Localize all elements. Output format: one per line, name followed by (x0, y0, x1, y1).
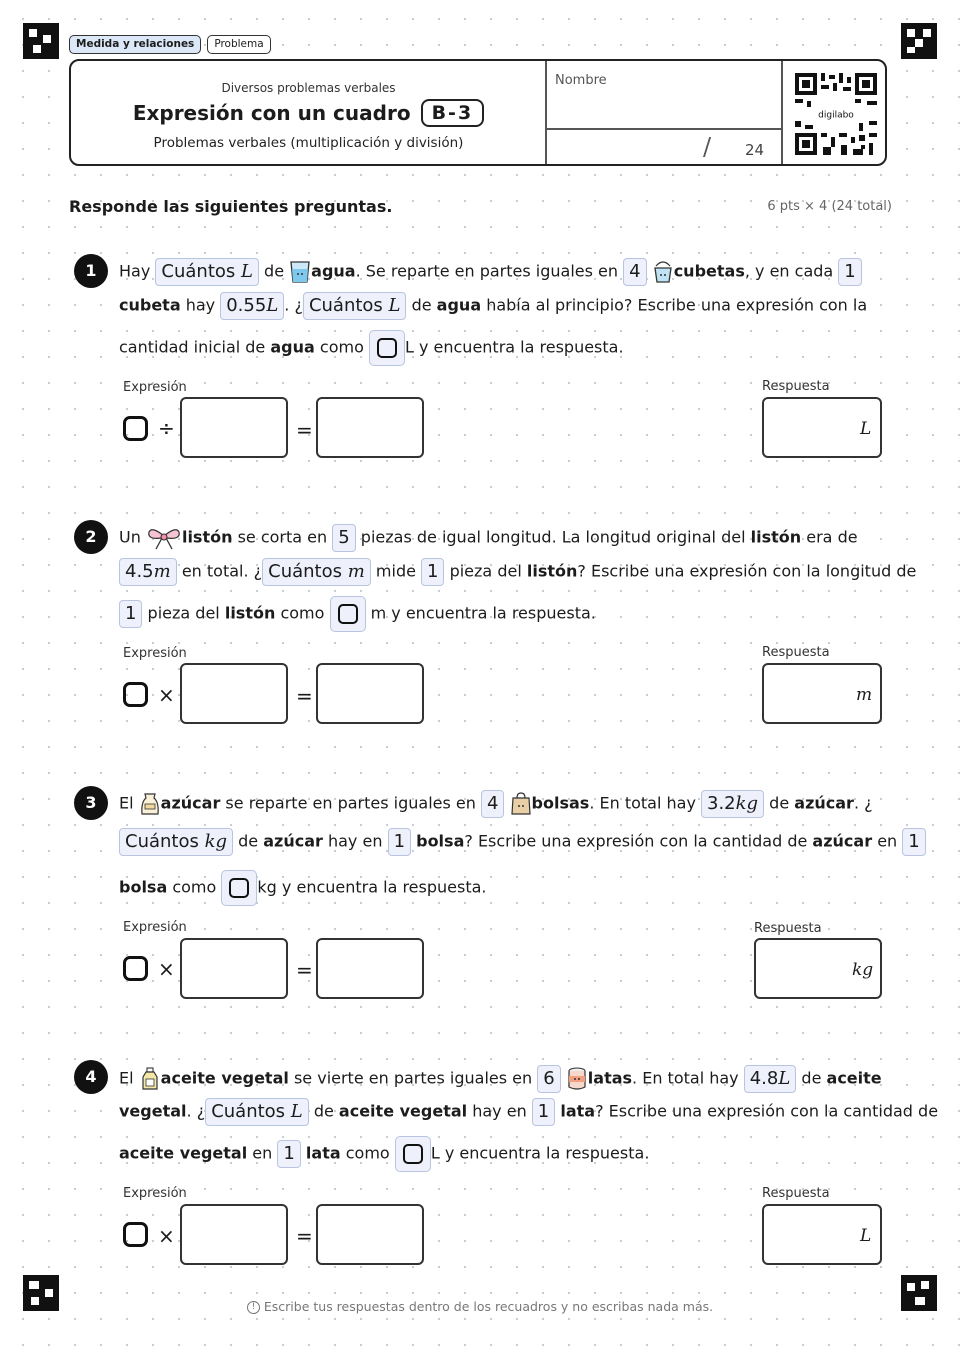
square-placeholder-icon (123, 1222, 148, 1247)
question-2-line-3: 1 pieza del listón como m y encuentra la respuesta. (119, 596, 596, 632)
given-number-chip: 5 (332, 524, 355, 552)
operator-sign: × (158, 1224, 175, 1248)
equals-sign: = (296, 684, 313, 708)
square-placeholder-icon (221, 870, 257, 906)
expression-input-box[interactable] (180, 938, 288, 999)
answer-unit: m (856, 685, 873, 705)
given-number-chip: 1 (421, 558, 444, 586)
given-number-chip: 1 (388, 828, 411, 856)
header-divider (546, 128, 781, 130)
question-3-line-1: El azúcar se reparte en partes iguales en 4 bolsas. En total hay 3.2kg de azúcar. ¿ (119, 790, 873, 818)
answer-unit: L (860, 419, 872, 439)
type-tag: Problema (207, 35, 270, 54)
question-1-line-2: cubeta hay 0.55L . ¿ Cuántos L de agua había al principio? Escribe una expresión con la (119, 292, 867, 320)
footer-note (0, 1299, 960, 1314)
sugar-bag-icon (139, 792, 161, 816)
operator-sign: ÷ (158, 416, 175, 440)
answer-label: Respuesta (754, 921, 822, 936)
question-number: 3 (74, 786, 108, 820)
question-number: 4 (74, 1060, 108, 1094)
question-4-line-2: vegetal. ¿ Cuántos L de aceite vegetal hay en 1 lata? Escribe una expresión con la cantidad de (119, 1098, 938, 1126)
square-placeholder-icon (123, 682, 148, 707)
given-number-chip: 6 (537, 1065, 560, 1093)
score-slash: / (703, 133, 712, 161)
given-quantity-chip: 3.2kg (701, 790, 764, 818)
paper-bag-icon (510, 792, 532, 816)
expression-input-box[interactable] (180, 663, 288, 724)
square-placeholder-icon (369, 330, 405, 366)
answer-unit: L (860, 1226, 872, 1246)
operator-sign: × (158, 957, 175, 981)
expression-label: Expresión (123, 1186, 187, 1201)
result-input-box[interactable] (316, 1204, 424, 1265)
question-4-line-3: aceite vegetal en 1 lata como L y encuentra la respuesta. (119, 1136, 649, 1172)
header-description: Problemas verbales (multiplicación y división) (153, 135, 464, 151)
worksheet-code: B-3 (421, 99, 485, 127)
unknown-quantity-chip: Cuántos L (303, 292, 407, 320)
result-input-box[interactable] (316, 663, 424, 724)
qr-label: digilabo (818, 110, 854, 121)
answer-label: Respuesta (762, 645, 830, 660)
corner-marker-top-left (23, 23, 59, 59)
question-4-line-1: El aceite vegetal se vierte en partes iguales en 6 latas. En total hay 4.8L de aceite (119, 1065, 882, 1093)
question-1-line-1: Hay Cuántos L de agua. Se reparte en partes iguales en 4 cubetas, y en cada 1 (119, 258, 862, 286)
expression-label: Expresión (123, 646, 187, 661)
name-label: Nombre (555, 73, 607, 88)
given-number-chip: 1 (902, 828, 925, 856)
answer-unit: kg (852, 960, 874, 980)
category-tag: Medida y relaciones (69, 35, 201, 54)
given-number-chip: 4 (623, 258, 646, 286)
footer-text: Escribe tus respuestas dentro de los recuadros y no escribas nada más. (263, 1299, 714, 1314)
result-input-box[interactable] (316, 397, 424, 458)
oil-bottle-icon (139, 1067, 161, 1091)
bucket-icon (652, 260, 674, 284)
points-info: 6 pts × 4 (24 total) (767, 199, 892, 214)
can-icon (566, 1067, 588, 1091)
unknown-quantity-chip: Cuántos m (262, 558, 371, 586)
expression-input-box[interactable] (180, 1204, 288, 1265)
corner-marker-top-right (901, 23, 937, 59)
given-number-chip: 1 (838, 258, 861, 286)
equals-sign: = (296, 418, 313, 442)
info-icon: ! (247, 1301, 260, 1314)
given-quantity-chip: 0.55L (220, 292, 284, 320)
water-glass-icon (289, 260, 311, 284)
given-number-chip: 1 (119, 600, 142, 628)
instructions: Responde las siguientes preguntas. (69, 197, 393, 216)
tag-group (69, 35, 271, 54)
unknown-quantity-chip: Cuántos L (205, 1098, 309, 1126)
equals-sign: = (296, 958, 313, 982)
expression-label: Expresión (123, 920, 187, 935)
score-total: 24 (745, 141, 765, 159)
ribbon-icon (146, 526, 182, 550)
question-number: 2 (74, 520, 108, 554)
equals-sign: = (296, 1224, 313, 1248)
header-divider (781, 61, 783, 164)
answer-label: Respuesta (762, 1186, 830, 1201)
question-3-line-3: bolsa como kg y encuentra la respuesta. (119, 870, 487, 906)
worksheet-header (69, 59, 887, 166)
expression-input-box[interactable] (180, 397, 288, 458)
square-placeholder-icon (123, 956, 148, 981)
question-3-line-2: Cuántos kg de azúcar hay en 1 bolsa? Escribe una expresión con la cantidad de azúcar en 1 (119, 828, 926, 856)
header-subtitle: Diversos problemas verbales (221, 81, 396, 95)
qr-code-icon (793, 71, 879, 157)
question-2-line-2: 4.5m en total. ¿ Cuántos m mide 1 pieza del listón? Escribe una expresión con la longitud de (119, 558, 916, 586)
square-placeholder-icon (395, 1136, 431, 1172)
expression-label: Expresión (123, 380, 187, 395)
unknown-quantity-chip: Cuántos kg (119, 828, 233, 856)
result-input-box[interactable] (316, 938, 424, 999)
header-divider (545, 61, 547, 164)
given-quantity-chip: 4.5m (119, 558, 177, 586)
given-number-chip: 1 (277, 1140, 300, 1168)
question-2-line-1: Un listón se corta en 5 piezas de igual longitud. La longitud original del listón era de (119, 524, 858, 552)
answer-label: Respuesta (762, 379, 830, 394)
operator-sign: × (158, 683, 175, 707)
given-quantity-chip: 4.8L (744, 1065, 797, 1093)
given-number-chip: 1 (532, 1098, 555, 1126)
square-placeholder-icon (123, 416, 148, 441)
square-placeholder-icon (330, 596, 366, 632)
header-title-block (71, 61, 546, 164)
worksheet-title: Expresión con un cuadro (132, 101, 411, 125)
given-number-chip: 4 (481, 790, 504, 818)
unknown-quantity-chip: Cuántos L (155, 258, 259, 286)
question-1-line-3: cantidad inicial de agua como L y encuentra la respuesta. (119, 330, 624, 366)
question-number: 1 (74, 254, 108, 288)
